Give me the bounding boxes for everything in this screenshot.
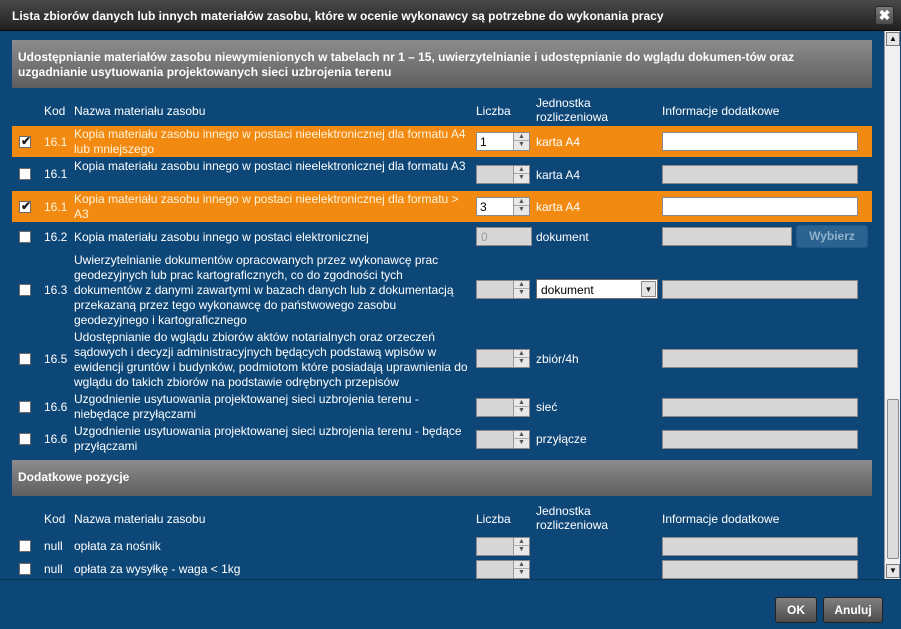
spin-up-icon[interactable]: ▲: [514, 350, 529, 358]
quantity-stepper[interactable]: [476, 537, 530, 556]
row-unit: karta A4: [536, 135, 581, 149]
column-header-nazwa: Nazwa materiału zasobu: [74, 104, 206, 118]
spin-up-icon[interactable]: ▲: [514, 431, 529, 439]
quantity-stepper[interactable]: [476, 280, 530, 299]
table-row: [12, 126, 872, 157]
row-name: Udostępnianie do wglądu zbiorów aktów notarialnych oraz orzeczeń sądowych i decyzji administracyjnych będących podstawą wpisów w ewidencji gruntów i budynków, podmiotom które posiadają uprawnienia do wglądu do takich zbiorów na podstawie odrębnych przepisów: [74, 330, 468, 389]
quantity-stepper[interactable]: [476, 197, 530, 216]
chevron-down-icon[interactable]: ▼: [641, 281, 656, 297]
row-checkbox[interactable]: [19, 168, 31, 180]
row-code: null: [44, 539, 63, 553]
table-row: [12, 330, 872, 390]
row-code: 16.1: [44, 135, 68, 149]
quantity-stepper[interactable]: [476, 132, 530, 151]
unit-select-value: dokument: [541, 283, 594, 297]
column-header-jednostka: Jednostka rozliczeniowa: [536, 504, 609, 532]
table-row: [12, 534, 872, 558]
column-header-kod: Kod: [44, 512, 66, 526]
row-code: 16.6: [44, 432, 68, 446]
close-button[interactable]: ✖: [875, 6, 894, 25]
spin-up-icon[interactable]: ▲: [514, 133, 529, 141]
choose-file-button[interactable]: Wybierz: [796, 225, 868, 248]
row-checkbox[interactable]: [19, 433, 31, 445]
unit-select[interactable]: [536, 279, 658, 299]
table-row: [12, 424, 872, 454]
info-field[interactable]: [662, 132, 858, 151]
spin-down-icon[interactable]: ▼: [518, 546, 525, 553]
vertical-scrollbar[interactable]: [884, 31, 900, 579]
scroll-down-icon[interactable]: ▼: [886, 564, 900, 578]
row-name: Kopia materiału zasobu innego w postaci elektronicznej: [74, 230, 369, 244]
quantity-stepper[interactable]: [476, 560, 530, 579]
scrollbar-thumb[interactable]: [887, 399, 899, 559]
row-unit: karta A4: [536, 200, 581, 214]
row-checkbox[interactable]: [19, 284, 31, 296]
row-unit: dokument: [536, 230, 589, 244]
row-checkbox[interactable]: [19, 136, 31, 148]
column-header-liczba: Liczba: [476, 104, 511, 118]
quantity-stepper[interactable]: [476, 165, 530, 184]
table-row: [12, 392, 872, 422]
row-checkbox[interactable]: [19, 540, 31, 552]
spin-up-icon[interactable]: ▲: [514, 538, 529, 546]
table-row: [12, 191, 872, 222]
quantity-input[interactable]: 0: [476, 227, 532, 246]
row-code: 16.1: [44, 167, 68, 181]
spin-down-icon[interactable]: ▼: [518, 407, 525, 414]
row-unit: przyłącze: [536, 432, 587, 446]
column-header-nazwa: Nazwa materiału zasobu: [74, 512, 206, 526]
row-name: Uzgodnienie usytuowania projektowanej sieci uzbrojenia terenu - niebędące przyłączami: [74, 392, 419, 421]
checkmark-icon: ✔: [20, 134, 32, 148]
row-checkbox[interactable]: [19, 353, 31, 365]
scroll-up-icon[interactable]: ▲: [886, 32, 900, 46]
info-field[interactable]: [662, 349, 858, 368]
info-field[interactable]: [662, 227, 792, 246]
column-header-kod: Kod: [44, 104, 66, 118]
info-field[interactable]: [662, 197, 858, 216]
spin-down-icon[interactable]: ▼: [518, 174, 525, 181]
spin-up-icon[interactable]: ▲: [514, 399, 529, 407]
row-name: Kopia materiału zasobu innego w postaci nieelektronicznej dla formatu A4 lub mniejszego: [74, 127, 466, 156]
quantity-stepper[interactable]: [476, 430, 530, 449]
row-name: Kopia materiału zasobu innego w postaci nieelektronicznej dla formatu > A3: [74, 192, 459, 221]
info-field[interactable]: [662, 165, 858, 184]
row-unit: zbiór/4h: [536, 352, 579, 366]
info-field[interactable]: [662, 560, 858, 579]
info-field[interactable]: [662, 280, 858, 299]
ok-button[interactable]: OK: [775, 597, 817, 623]
checkmark-icon: ✔: [20, 199, 32, 213]
row-code: 16.1: [44, 200, 68, 214]
row-name: Uzgodnienie usytuowania projektowanej sieci uzbrojenia terenu - będące przyłączami: [74, 424, 462, 453]
spin-down-icon[interactable]: ▼: [518, 289, 525, 296]
dialog-footer: [0, 579, 901, 629]
row-name: Uwierzytelnianie dokumentów opracowanych przez wykonawcę prac geodezyjnych lub prac kartograficznych, co do zgodności tych dokumentów z danymi zawartymi w bazach danych lub z dokumentacją przekazaną przez tego wykonawcę do państwowego zasobu geodezyjnego i kartograficznego: [74, 253, 454, 327]
spin-down-icon[interactable]: ▼: [518, 141, 525, 148]
column-header-info: Informacje dodatkowe: [662, 104, 780, 118]
section-title: Udostępnianie materiałów zasobu niewymienionych w tabelach nr 1 – 15, uwierzytelnianie i udostępnianie do wglądu dokumen-tów oraz uzgadnianie usytuowania projektowanych sieci uzbrojenia terenu: [18, 50, 795, 79]
spin-down-icon[interactable]: ▼: [518, 569, 525, 576]
row-name: opłata za wysyłkę - waga < 1kg: [74, 562, 241, 576]
cancel-button[interactable]: Anuluj: [823, 597, 883, 623]
row-unit: karta A4: [536, 168, 581, 182]
quantity-value: 3: [480, 200, 487, 214]
row-code: null: [44, 562, 63, 576]
window-title: Lista zbiorów danych lub innych materiałów zasobu, które w ocenie wykonawcy są potrzebne do wykonania pracy: [12, 9, 664, 23]
column-header-jednostka: Jednostka rozliczeniowa: [536, 96, 609, 124]
info-field[interactable]: [662, 430, 858, 449]
window-titlebar: [0, 0, 901, 31]
quantity-stepper[interactable]: [476, 349, 530, 368]
info-field[interactable]: [662, 398, 858, 417]
quantity-stepper[interactable]: [476, 398, 530, 417]
dialog-content: [0, 31, 884, 579]
row-checkbox[interactable]: [19, 231, 31, 243]
column-header-info: Informacje dodatkowe: [662, 512, 780, 526]
row-name: opłata za nośnik: [74, 539, 161, 553]
row-name: Kopia materiału zasobu innego w postaci nieelektronicznej dla formatu A3: [74, 159, 466, 173]
spin-up-icon[interactable]: ▲: [514, 281, 529, 289]
row-code: 16.2: [44, 230, 68, 244]
row-checkbox[interactable]: [19, 201, 31, 213]
section-header-main: [12, 40, 872, 88]
row-checkbox[interactable]: [19, 401, 31, 413]
row-code: 16.5: [44, 352, 68, 366]
quantity-value: 1: [480, 135, 487, 149]
info-field[interactable]: [662, 537, 858, 556]
spin-up-icon[interactable]: ▲: [514, 561, 529, 569]
spin-down-icon[interactable]: ▼: [518, 358, 525, 365]
spin-up-icon[interactable]: ▲: [514, 166, 529, 174]
spin-down-icon[interactable]: ▼: [518, 206, 525, 213]
section-header-additional: [12, 460, 872, 496]
spin-up-icon[interactable]: ▲: [514, 198, 529, 206]
spin-down-icon[interactable]: ▼: [518, 439, 525, 446]
row-unit: sieć: [536, 400, 558, 414]
row-checkbox[interactable]: [19, 563, 31, 575]
table-row: [12, 253, 872, 328]
row-code: 16.6: [44, 400, 68, 414]
section-title: Dodatkowe pozycje: [18, 470, 130, 484]
table-row: [12, 224, 872, 251]
row-code: 16.3: [44, 283, 68, 297]
column-header-liczba: Liczba: [476, 512, 511, 526]
table-row: [12, 557, 872, 579]
table-row: [12, 159, 872, 189]
